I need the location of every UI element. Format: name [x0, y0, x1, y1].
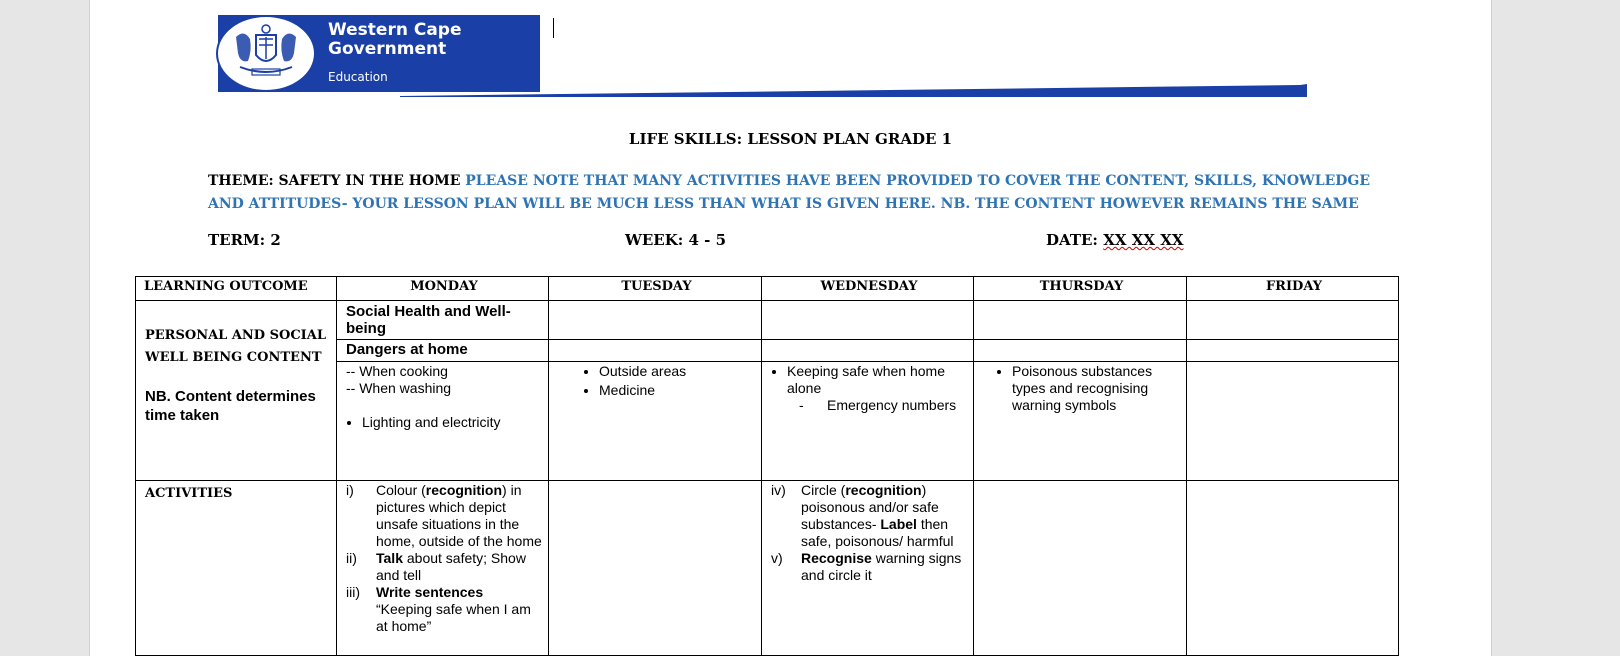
outcome-nb: NB. Content determines time taken — [145, 388, 316, 424]
wednesday-dash-text: Emergency numbers — [827, 397, 957, 413]
text-cursor — [553, 18, 554, 38]
header-swoosh — [400, 82, 1330, 98]
header-row — [136, 277, 1399, 301]
monday-topic: Social Health and Well-being — [337, 301, 549, 340]
outcome-heading: PERSONAL AND SOCIAL WELL BEING CONTENT — [145, 328, 326, 365]
activity-text: Recognise warning signs and circle it — [801, 550, 962, 583]
theme-note: PLEASE NOTE THAT MANY ACTIVITIES HAVE BEEN PROVIDED TO COVER THE CONTENT, SKILLS, KNOWLEDGE AND ATTITUDES- YOUR LESSON PLAN WILL BE MUCH LESS THAN WHAT IS GIVEN HERE. NB. THE CONTENT HOWEVER REMAINS THE SAME — [208, 173, 1371, 212]
wcg-logo — [218, 15, 540, 92]
tuesday-topic-cell — [549, 301, 762, 340]
activities-label: ACTIVITIES — [145, 486, 233, 501]
header-wednesday: WEDNESDAY — [762, 277, 974, 301]
activity-num: iii) — [346, 584, 360, 600]
wednesday-bullets — [771, 363, 967, 397]
friday-subtopic-cell — [1187, 340, 1399, 362]
monday-item: -- When washing — [346, 380, 452, 396]
theme-label: THEME: SAFETY IN THE HOME — [208, 173, 461, 189]
header-friday: FRIDAY — [1187, 277, 1399, 301]
coat-of-arms-icon — [216, 15, 316, 92]
wednesday-bullet: • Keeping safe when home alone — [787, 363, 967, 397]
dash-marker: - — [799, 397, 804, 413]
activity-item — [346, 550, 542, 584]
activity-num: iv) — [771, 482, 786, 498]
wednesday-topic-cell — [762, 301, 974, 340]
friday-topic-cell — [1187, 301, 1399, 340]
term-label: TERM: 2 — [208, 231, 281, 249]
activity-text: Colour (recognition) in pictures which depict unsafe situations in the home, outside of the home — [376, 482, 542, 549]
header-monday: MONDAY — [337, 277, 549, 301]
friday-content — [1187, 362, 1399, 481]
activity-text: Talk about safety; Show and tell — [376, 550, 526, 583]
week-label: WEEK: 4 - 5 — [625, 231, 727, 249]
activity-num: i) — [346, 482, 354, 498]
monday-content — [337, 362, 549, 481]
tuesday-subtopic-cell — [549, 340, 762, 362]
header-tuesday: TUESDAY — [549, 277, 762, 301]
monday-item: -- When cooking — [346, 363, 448, 379]
wednesday-subtopic-cell — [762, 340, 974, 362]
monday-subtopic: Dangers at home — [337, 340, 549, 362]
activity-text: Circle (recognition) poisonous and/or safe substances- Label then safe, poisonous/ harmful — [801, 482, 954, 549]
logo-wordmark — [328, 21, 462, 59]
outcome-cell — [136, 301, 337, 481]
tuesday-bullets — [569, 363, 755, 399]
thursday-activities — [974, 481, 1187, 656]
activities-label-cell — [136, 481, 337, 656]
friday-activities — [1187, 481, 1399, 656]
activity-num: ii) — [346, 550, 357, 566]
thursday-bullets — [996, 363, 1180, 414]
activity-num: v) — [771, 550, 783, 566]
theme-paragraph — [208, 170, 1378, 216]
wednesday-activities — [762, 481, 974, 656]
activities-row — [136, 481, 1399, 656]
wednesday-dash-item — [771, 397, 967, 414]
tuesday-activities — [549, 481, 762, 656]
monday-bullets — [346, 414, 542, 431]
wednesday-content — [762, 362, 974, 481]
document-page — [89, 0, 1492, 656]
activity-item — [346, 482, 542, 550]
thursday-topic-cell — [974, 301, 1187, 340]
thursday-subtopic-cell — [974, 340, 1187, 362]
activity-item — [771, 482, 967, 550]
thursday-content — [974, 362, 1187, 481]
tuesday-content — [549, 362, 762, 481]
activity-item — [771, 550, 967, 584]
activity-item — [346, 584, 542, 635]
logo-sub: Education — [328, 70, 388, 84]
monday-activities — [337, 481, 549, 656]
header-learning-outcome: LEARNING OUTCOME — [136, 277, 337, 301]
header-thursday: THURSDAY — [974, 277, 1187, 301]
topic-row — [136, 301, 1399, 340]
page-title: LIFE SKILLS: LESSON PLAN GRADE 1 — [628, 130, 953, 148]
activity-text: Write sentences “Keeping safe when I am at home” — [376, 584, 531, 634]
date-line — [1046, 231, 1183, 249]
date-value: XX XX XX — [1103, 231, 1184, 249]
lesson-plan-table — [135, 276, 1399, 656]
logo-line2: Government — [328, 39, 447, 59]
monday-bullet: • Lighting and electricity — [362, 414, 542, 431]
date-label: DATE: — [1046, 231, 1098, 249]
thursday-bullet: • Poisonous substances types and recognising warning symbols — [1012, 363, 1180, 414]
tuesday-bullet: • Outside areas — [599, 363, 755, 380]
logo-line1: Western Cape — [328, 20, 462, 40]
tuesday-bullet: • Medicine — [599, 382, 755, 399]
